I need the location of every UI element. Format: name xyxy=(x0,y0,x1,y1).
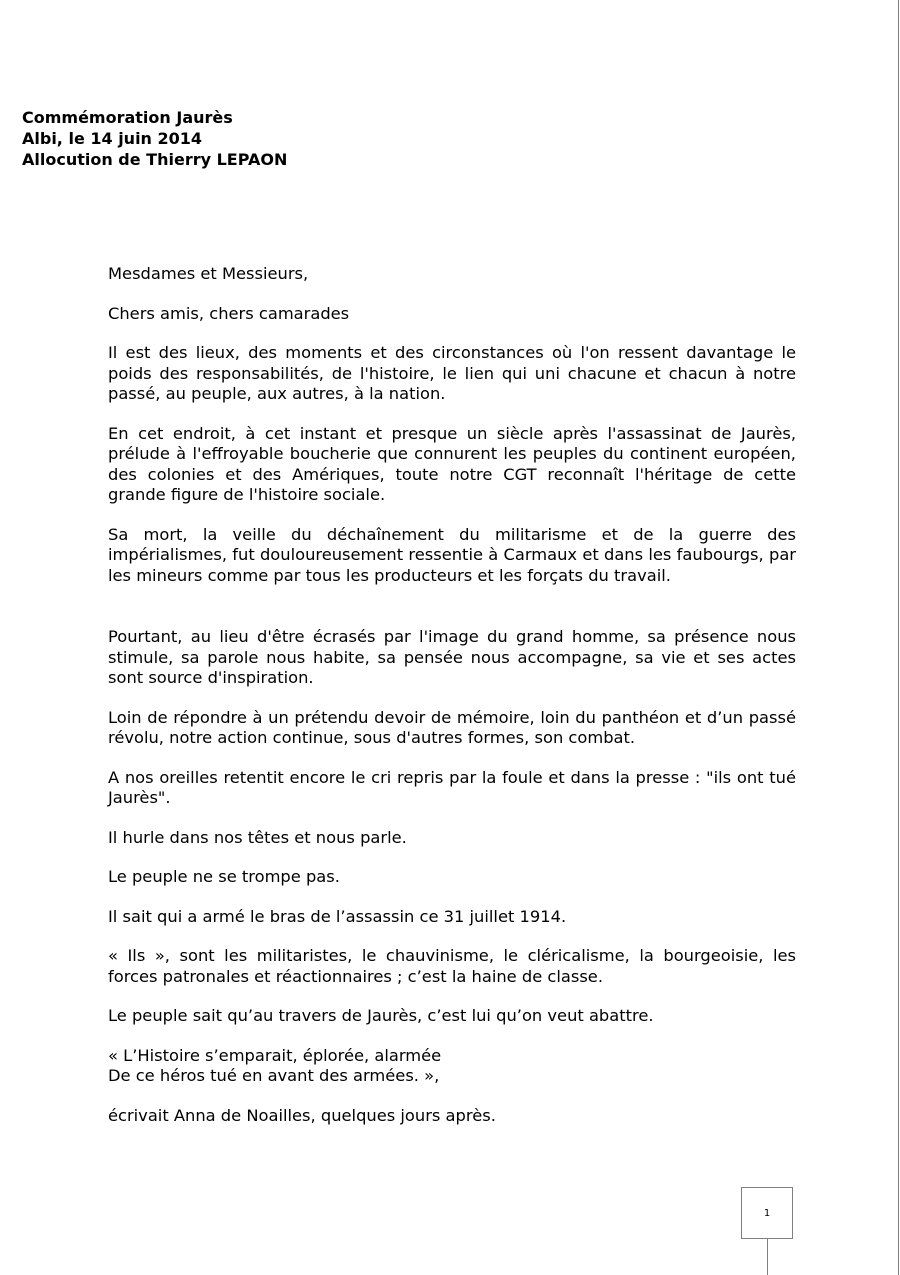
quote-block xyxy=(108,1046,796,1087)
quote-line: De ce héros tué en avant des armées. », xyxy=(108,1066,440,1085)
paragraph: A nos oreilles retentit encore le cri repris par la foule et dans la presse : "ils ont tué Jaurès". xyxy=(108,767,796,807)
document-header xyxy=(22,107,287,170)
page-number-connector xyxy=(767,1239,768,1275)
paragraph: Il est des lieux, des moments et des circonstances où l'on ressent davantage le poids des responsabilités, de l'histoire, le lien qui uni chacune et chacun à notre passé, au peuple, aux autres, à la nation. xyxy=(108,343,796,403)
paragraph: Il sait qui a armé le bras de l’assassin ce 31 juillet 1914. xyxy=(108,906,567,926)
page-edge xyxy=(898,0,899,1275)
speech-body xyxy=(108,264,796,1145)
header-date: Albi, le 14 juin 2014 xyxy=(22,129,203,148)
paragraph: Sa mort, la veille du déchaînement du militarisme et de la guerre des impérialismes, fut douloureusement ressentie à Carmaux et dans les faubourgs, par les mineurs comme par tous les producteurs et les forçats du travail. xyxy=(108,524,796,585)
quote-line: « L’Histoire s’emparait, éplorée, alarmée xyxy=(108,1045,442,1065)
header-title: Commémoration Jaurès xyxy=(22,108,233,127)
paragraph: Mesdames et Messieurs, xyxy=(108,264,309,283)
header-speaker: Allocution de Thierry LEPAON xyxy=(22,150,288,169)
paragraph: En cet endroit, à cet instant et presque un siècle après l'assassinat de Jaurès, prélude à l'effroyable boucherie que connurent les peuples du continent européen, des colonies et des Amériques, toute notre CGT reconnaît l'héritage de cette grande figure de l'histoire sociale. xyxy=(108,423,796,504)
page-number: 1 xyxy=(741,1187,793,1239)
paragraph: « Ils », sont les militaristes, le chauvinisme, le cléricalisme, la bourgeoisie, les forces patronales et réactionnaires ; c’est la haine de classe. xyxy=(108,946,796,986)
paragraph: Chers amis, chers camarades xyxy=(108,303,350,323)
paragraph: Il hurle dans nos têtes et nous parle. xyxy=(108,827,407,847)
paragraph: Loin de répondre à un prétendu devoir de mémoire, loin du panthéon et d’un passé révolu, notre action continue, sous d'autres formes, son combat. xyxy=(108,707,796,747)
paragraph: Le peuple sait qu’au travers de Jaurès, c’est lui qu’on veut abattre. xyxy=(108,1006,654,1025)
paragraph: Le peuple ne se trompe pas. xyxy=(108,867,340,886)
closing-paragraph: écrivait Anna de Noailles, quelques jours après. xyxy=(108,1105,496,1125)
paragraph: Pourtant, au lieu d'être écrasés par l'image du grand homme, sa présence nous stimule, sa parole nous habite, sa pensée nous accompagne, sa vie et ses actes sont source d'inspiration. xyxy=(108,627,796,687)
